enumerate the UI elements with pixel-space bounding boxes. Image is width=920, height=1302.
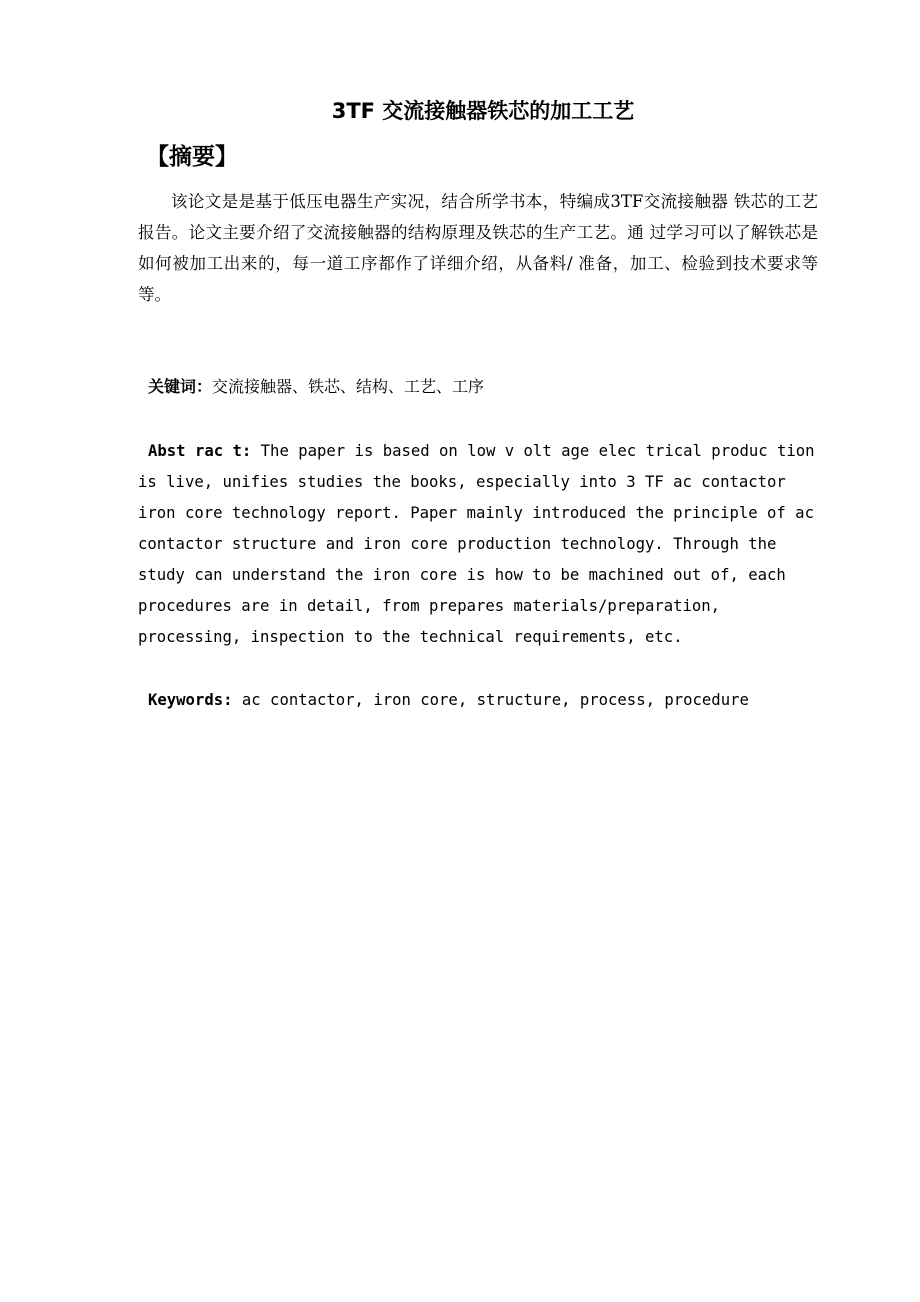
keywords-english-text: ac contactor, iron core, structure, process, procedure [232, 691, 749, 709]
abstract-heading: 【摘要】 [146, 144, 238, 170]
abstract-chinese: 该论文是是基于低压电器生产实况，结合所学书本，特编成3TF交流接触器 铁芯的工艺报告。论文主要介绍了交流接触器的结构原理及铁芯的生产工艺。通 过学习可以了解铁芯是如何被加工出来的，每一道工序都作了详细介绍，从备料/ 准备，加工、检验到技术要求等等。 [138, 192, 818, 304]
abstract-english [138, 436, 828, 653]
keywords-chinese-text: 交流接触器、铁芯、结构、工艺、工序 [212, 377, 485, 396]
paper-title: 3TF 交流接触器铁芯的加工工艺 [331, 99, 635, 123]
keywords-chinese-label: 关键词： [148, 377, 213, 396]
keywords-english-label: Keywords: [148, 691, 233, 709]
abstract-english-text: The paper is based on low v olt age elec trical produc tion is live, unifies studies the books, especially into 3 TF ac contactor iron core technology report. Paper mainly introduced the principle of ac contactor structure and iron core production technology. Through the study can understand the iron core is how to be machined out of, each procedures are in detail, from prepares materials/preparation, processing, inspection to the technical requirements, etc. [138, 442, 815, 646]
keywords-english [148, 686, 749, 714]
keywords-chinese [148, 373, 484, 401]
abstract-english-label: Abst rac t: [148, 442, 252, 460]
